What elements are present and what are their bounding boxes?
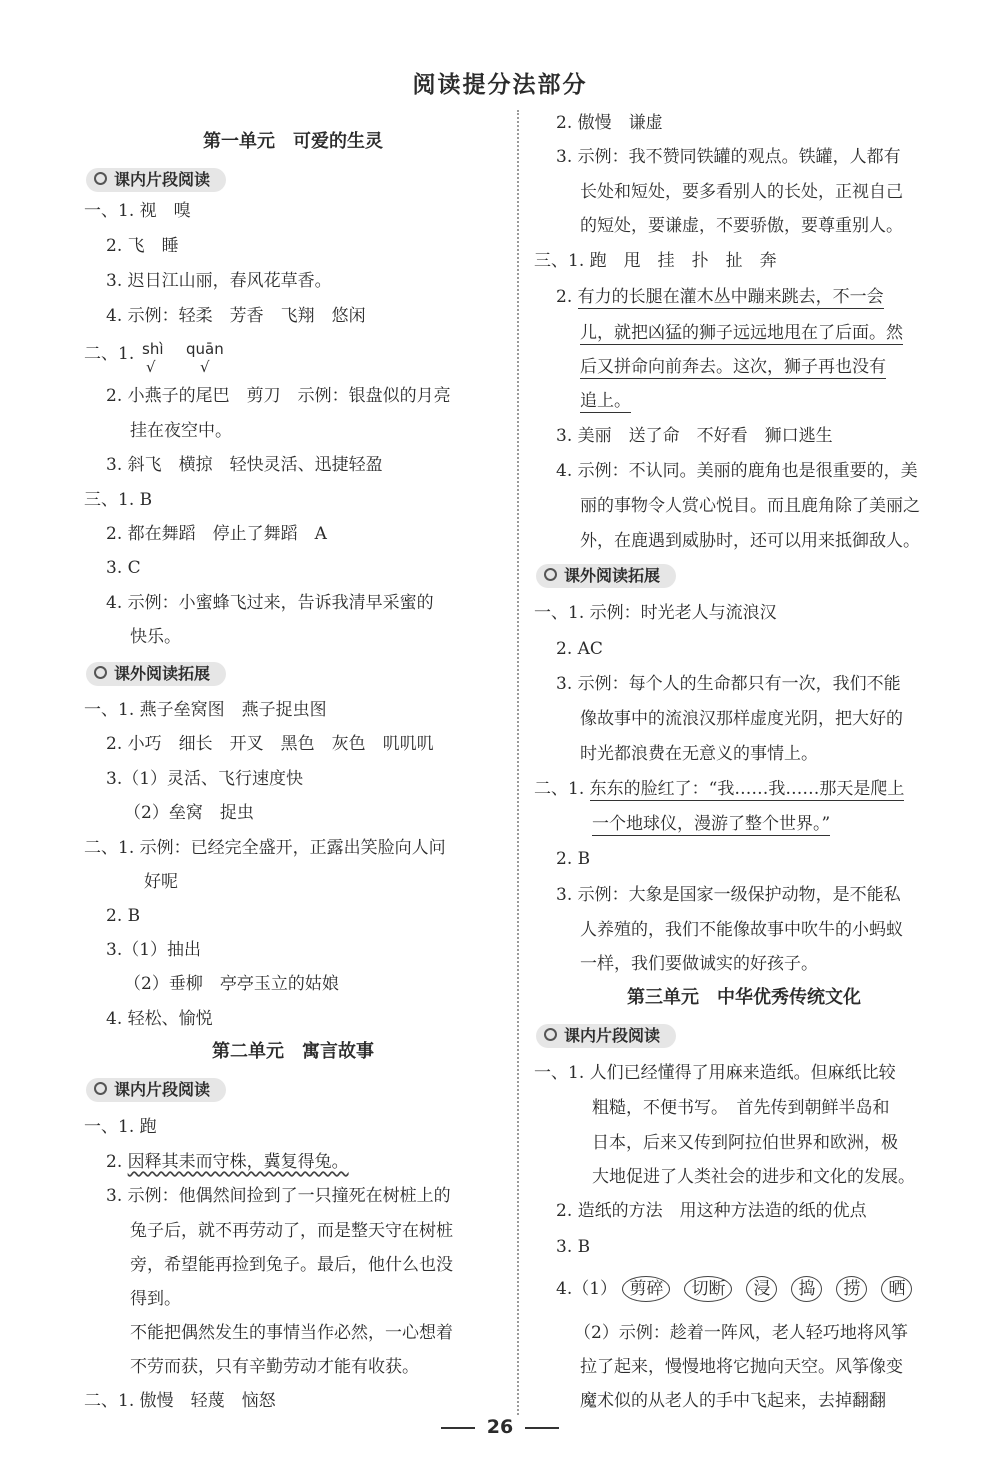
answer-line: 2. 飞 睡: [106, 236, 179, 256]
answer-line: 3. 斜飞 横掠 轻快灵活、迅捷轻盈: [106, 455, 383, 475]
answer-line: 4. 示例：小蜜蜂飞过来，告诉我清早采蜜的: [106, 593, 434, 613]
dash-left: [441, 1427, 475, 1429]
wavy-underlined-answer: 因释其耒而守株，冀复得兔。: [127, 1152, 349, 1172]
answer-line: 2. 造纸的方法 用这种方法造的纸的优点: [556, 1201, 867, 1221]
circled-word: 浸: [746, 1276, 777, 1302]
answer-line: 3. 示例：我不赞同铁罐的观点。铁罐，人都有: [556, 147, 901, 167]
answer-line: 2. 因释其耒而守株，冀复得兔。: [106, 1152, 349, 1172]
circle-bullet-icon: [544, 1028, 557, 1041]
answer-line: 2. 小燕子的尾巴 剪刀 示例：银盘似的月亮: [106, 386, 451, 406]
answer-line: 时光都浪费在无意义的事情上。: [580, 744, 818, 764]
answer-line: 拉了起来，慢慢地将它抛向天空。风筝像变: [580, 1357, 903, 1377]
answer-line: 2. 小巧 细长 开叉 黑色 灰色 叽叽叽: [106, 734, 434, 754]
section-label: 课内片段阅读: [536, 1024, 676, 1048]
dash-right: [525, 1427, 559, 1429]
circled-word: 晒: [881, 1276, 912, 1302]
answer-line: 旁，希望能再捡到兔子。最后，他什么也没: [130, 1255, 453, 1275]
answer-line: 2. 傲慢 谦虚: [556, 113, 663, 133]
answer-line: 二、1. 示例：已经完全盛开，正露出笑脸向人问: [84, 838, 446, 858]
answer-line: 快乐。: [130, 627, 181, 647]
answer-line: 2. 有力的长腿在灌木丛中蹦来跳去，不一会: [556, 287, 884, 307]
answer-line: 一、1. 跑: [84, 1117, 157, 1137]
underlined-answer: 一个地球仪，漫游了整个世界。”: [592, 814, 831, 834]
checkmark-icon: √: [146, 358, 156, 376]
answer-line: [580, 390, 631, 412]
unit-heading: 第三单元 中华优秀传统文化: [627, 987, 861, 1008]
answer-line: 人养殖的，我们不能像故事中吹牛的小蚂蚁: [580, 920, 903, 940]
answer-line: 二、1.: [84, 344, 135, 364]
circle-bullet-icon: [94, 172, 107, 185]
column-divider: [517, 110, 519, 1415]
circled-word: 捣: [791, 1276, 822, 1302]
answer-line: 3.（1）抽出: [106, 940, 202, 960]
page-title: 阅读提分法部分: [412, 72, 588, 98]
section-label: 课外阅读拓展: [86, 662, 226, 686]
underlined-answer: 有力的长腿在灌木丛中蹦来跳去，不一会: [577, 287, 884, 307]
answer-line: 4.（1） 剪碎 切断 浸 捣 捞 晒: [556, 1276, 926, 1306]
section-label: 课外阅读拓展: [536, 564, 676, 588]
answer-line: 2. B: [556, 849, 591, 869]
answer-line: 3. 示例：大象是国家一级保护动物，是不能私: [556, 885, 901, 905]
circled-word: 切断: [684, 1276, 732, 1302]
pinyin-answer: shì: [142, 340, 164, 358]
answer-line: 挂在夜空中。: [130, 421, 232, 441]
circled-words: [622, 1279, 926, 1299]
answer-line: 长处和短处，要多看别人的长处，正视自己: [580, 182, 903, 202]
checkmark-icon: √: [200, 358, 210, 376]
answer-line: 二、1. 东东的脸红了：“我……我……那天是爬上: [534, 779, 905, 799]
answer-line: 3. 迟日江山丽，春风花草香。: [106, 271, 332, 291]
answer-line: [580, 356, 886, 378]
answer-line: （2）垒窝 捉虫: [124, 803, 254, 823]
answer-line: 3. 示例：他偶然间捡到了一只撞死在树桩上的: [106, 1186, 451, 1206]
answer-line: 一、1. 燕子垒窝图 燕子捉虫图: [84, 700, 327, 720]
answer-line: 兔子后，就不再劳动了，而是整天守在树桩: [130, 1221, 453, 1241]
circled-word: 剪碎: [622, 1276, 670, 1302]
answer-line: 得到。: [130, 1289, 181, 1309]
page-number: 26: [0, 1416, 1000, 1438]
answer-line: 2. B: [106, 906, 141, 926]
answer-line: 大地促进了人类社会的进步和文化的发展。: [592, 1167, 915, 1187]
answer-line: 一、1. 视 嗅: [84, 201, 191, 221]
answer-line: [580, 322, 903, 344]
section-label: 课内片段阅读: [86, 1078, 226, 1102]
answer-line: 4. 示例：不认同。美丽的鹿角也是很重要的，美: [556, 461, 918, 481]
answer-line: 外，在鹿遇到威胁时，还可以用来抵御敌人。: [580, 531, 920, 551]
answer-line: 不劳而获，只有辛勤劳动才能有收获。: [130, 1357, 419, 1377]
answer-line: 4. 轻松、愉悦: [106, 1009, 213, 1029]
answer-line: 3. B: [556, 1237, 591, 1257]
underlined-answer: 追上。: [580, 391, 631, 411]
answer-line: 一、1. 人们已经懂得了用麻来造纸。但麻纸比较: [534, 1063, 896, 1083]
answer-line: 像故事中的流浪汉那样虚度光阴，把大好的: [580, 709, 903, 729]
underlined-answer: 儿，就把凶猛的狮子远远地甩在了后面。然: [580, 323, 903, 343]
answer-line: [592, 813, 830, 835]
answer-line: 不能把偶然发生的事情当作必然，一心想着: [130, 1323, 453, 1343]
answer-line: 三、1. 跑 甩 挂 扑 扯 奔: [534, 251, 777, 271]
answer-line: 3. C: [106, 558, 141, 578]
answer-line: 三、1. B: [84, 490, 153, 510]
unit-heading: 第二单元 寓言故事: [212, 1041, 374, 1062]
answer-line: 一、1. 示例：时光老人与流浪汉: [534, 603, 777, 623]
answer-line: 2. AC: [556, 639, 603, 659]
underlined-answer: 后又拼命向前奔去。这次，狮子再也没有: [580, 357, 886, 377]
answer-line: 一样，我们要做诚实的好孩子。: [580, 954, 818, 974]
answer-line: 2. 都在舞蹈 停止了舞蹈 A: [106, 524, 327, 544]
answer-line: 丽的事物令人赏心悦目。而且鹿角除了美丽之: [580, 496, 920, 516]
section-label: 课内片段阅读: [86, 168, 226, 192]
pinyin-answer: quān: [186, 340, 224, 358]
answer-line: 3. 美丽 送了命 不好看 狮口逃生: [556, 426, 833, 446]
answer-line: （2）垂柳 亭亭玉立的姑娘: [124, 974, 339, 994]
answer-line: 的短处，要谦虚，不要骄傲，要尊重别人。: [580, 216, 903, 236]
answer-line: （2）示例：趁着一阵风，老人轻巧地将风筝: [574, 1323, 908, 1343]
circled-word: 捞: [836, 1276, 867, 1302]
answer-line: 3. 示例：每个人的生命都只有一次，我们不能: [556, 674, 901, 694]
answer-line: 3.（1）灵活、飞行速度快: [106, 769, 304, 789]
answer-line: 二、1. 傲慢 轻蔑 恼怒: [84, 1391, 276, 1411]
answer-line: 4. 示例：轻柔 芳香 飞翔 悠闲: [106, 306, 366, 326]
unit-heading: 第一单元 可爱的生灵: [203, 131, 383, 152]
circle-bullet-icon: [94, 666, 107, 679]
answer-line: 日本，后来又传到阿拉伯世界和欧洲，极: [592, 1133, 898, 1153]
circle-bullet-icon: [544, 568, 557, 581]
circle-bullet-icon: [94, 1082, 107, 1095]
answer-line: 好呢: [144, 872, 178, 892]
underlined-answer: 东东的脸红了：“我……我……那天是爬上: [589, 779, 905, 799]
answer-line: 粗糙，不便书写。 首先传到朝鲜半岛和: [592, 1098, 890, 1118]
answer-line: 魔术似的从老人的手中飞起来，去掉翻翻: [580, 1391, 886, 1411]
